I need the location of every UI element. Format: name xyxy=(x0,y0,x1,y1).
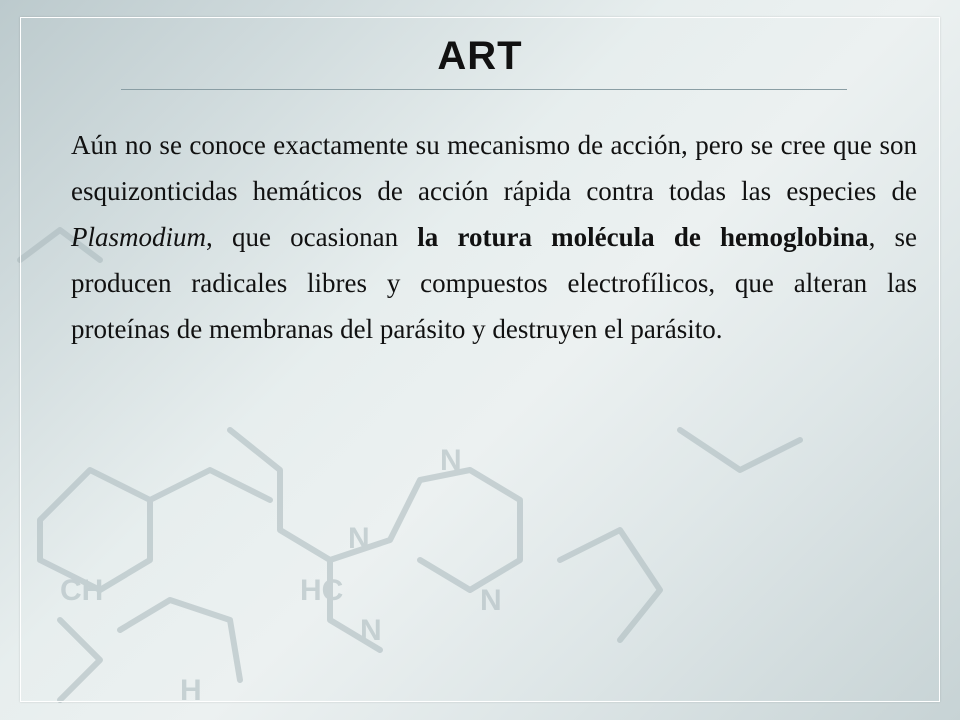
bg-label: N xyxy=(348,522,370,555)
paragraph-text-3: , se producen radicales libres y compuestos electrofílicos, que alteran las proteínas de membranas del parásito y destruyen el parásito. xyxy=(71,222,917,344)
bg-label: N xyxy=(440,444,462,477)
bg-label: H xyxy=(180,674,202,707)
italic-term: Plasmodium xyxy=(71,222,206,252)
bg-label: N xyxy=(360,614,382,647)
bold-term: la rotura molécula de hemoglobina xyxy=(417,222,869,252)
title-divider xyxy=(121,89,847,90)
bg-label: CH xyxy=(60,574,104,607)
slide-title: ART xyxy=(437,34,523,78)
bg-label: N xyxy=(480,584,502,617)
body-paragraph xyxy=(71,122,917,352)
paragraph-text-2: , que ocasionan xyxy=(206,222,418,252)
slide-frame xyxy=(20,17,940,702)
bg-label: HC xyxy=(300,574,344,607)
paragraph-text-1: Aún no se conoce exactamente su mecanismo de acción, pero se cree que son esquizonticidas hemáticos de acción rápida contra todas las especies de xyxy=(71,130,917,206)
